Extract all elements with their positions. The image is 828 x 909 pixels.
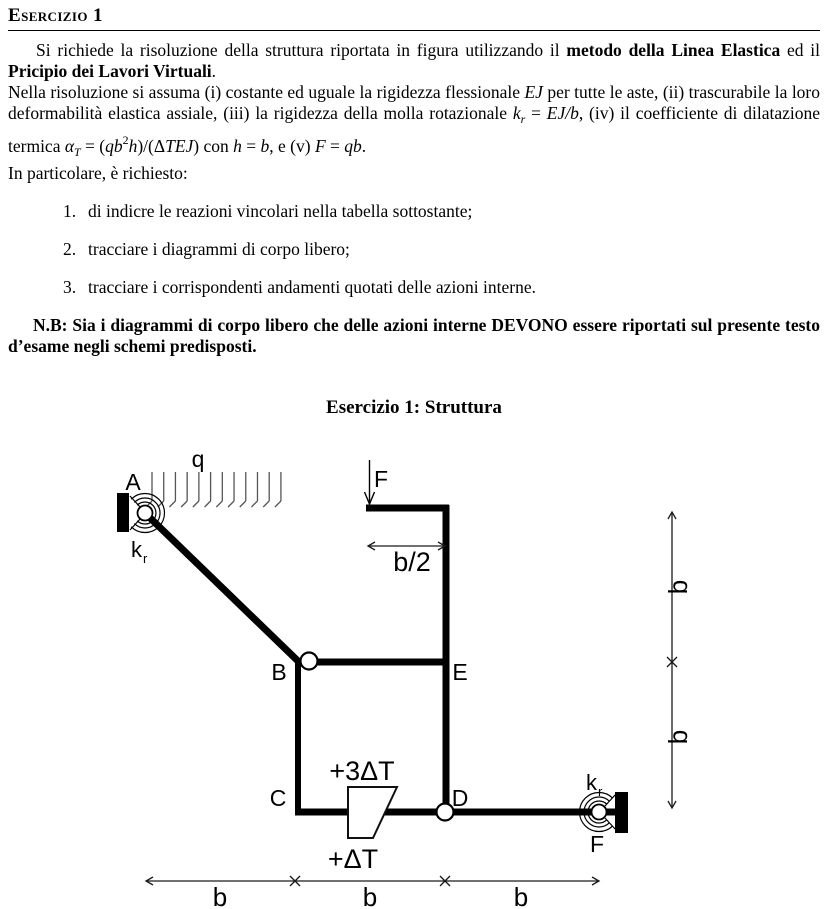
node-b-label: B bbox=[271, 659, 287, 685]
dim-b3-label: b bbox=[513, 882, 529, 909]
structure-figure bbox=[0, 440, 828, 909]
spring-left-sub-label: r bbox=[143, 551, 148, 566]
dim-b2-label: b bbox=[362, 882, 378, 909]
b-half-label: b/2 bbox=[393, 547, 431, 577]
dimension-line-right bbox=[667, 512, 677, 808]
force-f-label: F bbox=[374, 466, 389, 492]
assumptions-paragraph: Nella risoluzione si assuma (i) costante ed uguale la rigidezza flessionale EJ per tutte le aste, (ii) trascurabile la loro deformabilità elastica assiale, (iii) la rigidezza della molla rotazionale $k_r = EJ/b$, (iv) il coefficiente di dilatazione termica $\alpha_T = (qb^2h)/(\Delta TEJ)$ con h = b, e (v) F = qb. bbox=[8, 82, 821, 160]
request-line: In particolare, è richiesto: bbox=[8, 163, 188, 184]
intro-paragraph: Si richiede la risoluzione della struttura riportata in figura utilizzando il metodo della Linea Elastica ed il Pricipio dei Lavori Virtuali. bbox=[8, 40, 821, 81]
dim-b1-label: b bbox=[212, 882, 228, 909]
task-marker-2: 2. bbox=[63, 239, 77, 260]
nb-paragraph: N.B: Sia i diagrammi di corpo libero che delle azioni interne DEVONO essere riportati sul presente testo d’esame negli schemi predisposti. bbox=[8, 315, 820, 357]
support-f-label: F bbox=[589, 831, 605, 857]
spring-right-k-label: k bbox=[586, 770, 597, 795]
fixed-support-f-icon bbox=[615, 792, 628, 833]
node-d-label: D bbox=[451, 785, 469, 811]
heading-rule bbox=[8, 30, 820, 31]
member-a-b bbox=[145, 513, 300, 663]
fixed-support-a-icon bbox=[117, 493, 129, 532]
task-text-3: tracciare i corrispondenti andamenti quotati delle azioni interne. bbox=[88, 277, 537, 298]
task-text-1: di indicre le reazioni vincolari nella tabella sottostante; bbox=[88, 201, 473, 222]
task-marker-3: 3. bbox=[63, 277, 77, 298]
hinge-b-icon bbox=[301, 653, 318, 670]
temp-top-label: +3ΔT bbox=[329, 756, 395, 786]
load-q-label: q bbox=[191, 446, 205, 472]
spring-right-sub-label: r bbox=[598, 784, 603, 799]
node-e-label: E bbox=[452, 659, 468, 685]
figure-title: Esercizio 1: Struttura bbox=[326, 397, 502, 418]
dim-right-upper-label: b bbox=[663, 579, 693, 595]
node-a-label: A bbox=[125, 469, 141, 495]
distributed-load-q bbox=[146, 472, 281, 507]
task-marker-1: 1. bbox=[63, 201, 77, 222]
spring-pin-f-icon bbox=[592, 805, 607, 820]
task-list bbox=[8, 201, 820, 298]
exam-text-block bbox=[0, 0, 828, 357]
task-item-2 bbox=[63, 239, 820, 260]
spring-pin-a-icon bbox=[138, 506, 153, 521]
spring-left-k-label: k bbox=[131, 537, 142, 562]
task-item-3 bbox=[63, 277, 820, 298]
force-arrow-f-icon bbox=[365, 460, 375, 504]
section-heading: Esercizio 1 bbox=[8, 5, 103, 26]
node-c-label: C bbox=[269, 785, 287, 811]
dim-right-lower-label: b bbox=[663, 729, 693, 745]
task-text-2: tracciare i diagrammi di corpo libero; bbox=[88, 239, 350, 260]
task-item-1 bbox=[63, 201, 820, 222]
temp-bottom-label: +ΔT bbox=[327, 844, 379, 874]
